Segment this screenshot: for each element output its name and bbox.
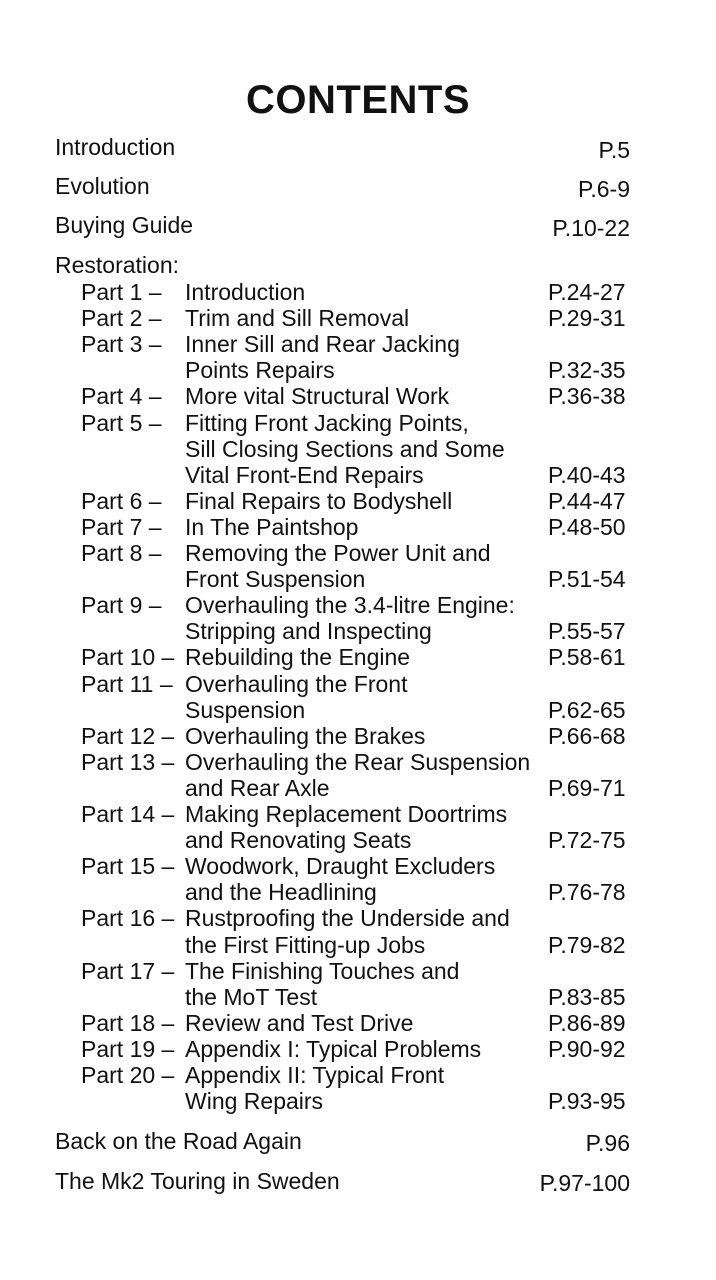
- toc-entry-page: P.10-22: [552, 215, 630, 241]
- part-title-line: Overhauling the Rear Suspension: [185, 748, 531, 775]
- part-title-line: Fitting Front Jacking Points,: [185, 409, 469, 436]
- part-title-line: Making Replacement Doortrims: [185, 801, 508, 827]
- toc-entry-page: P.97-100: [539, 1170, 630, 1196]
- toc-entry-label: Introduction: [55, 134, 176, 160]
- part-title-line: Points Repairs: [185, 357, 335, 384]
- part-number: Part 8 –: [81, 540, 162, 566]
- toc-entry-label: The Mk2 Touring in Sweden: [55, 1168, 340, 1194]
- part-page-ref: P.29-31: [548, 305, 626, 332]
- part-title-line: Review and Test Drive: [185, 1009, 414, 1036]
- part-page-ref: P.55-57: [548, 618, 626, 645]
- part-title-line: Sill Closing Sections and Some: [185, 435, 505, 462]
- part-number: Part 20 –: [81, 1062, 175, 1088]
- part-title-line: the First Fitting-up Jobs: [185, 931, 426, 958]
- part-page-ref: P.51-54: [548, 566, 626, 593]
- part-page-ref: P.90-92: [548, 1035, 626, 1062]
- part-number: Part 18 –: [81, 1009, 175, 1036]
- part-title-line: Rebuilding the Engine: [185, 644, 411, 671]
- part-number: Part 6 –: [81, 487, 162, 514]
- part-number: Part 4 –: [81, 383, 162, 410]
- part-title-line: Trim and Sill Removal: [185, 305, 410, 332]
- part-number: Part 7 –: [81, 513, 162, 540]
- part-title-line: Final Repairs to Bodyshell: [185, 487, 453, 514]
- part-title-line: Removing the Power Unit and: [185, 540, 491, 566]
- part-page-ref: P.40-43: [548, 461, 626, 488]
- part-number: Part 10 –: [81, 644, 175, 671]
- toc-entry-label: Buying Guide: [55, 212, 194, 238]
- toc-entry-page: P.5: [598, 137, 630, 163]
- part-title-line: Suspension: [185, 696, 306, 723]
- toc-entry-page: P.96: [585, 1130, 630, 1156]
- part-page-ref: P.58-61: [548, 644, 626, 671]
- part-title-line: The Finishing Touches and: [185, 957, 460, 984]
- part-page-ref: P.36-38: [548, 383, 626, 410]
- part-number: Part 2 –: [81, 305, 162, 332]
- part-number: Part 19 –: [81, 1035, 175, 1062]
- part-page-ref: P.72-75: [548, 827, 626, 854]
- part-number: Part 12 –: [81, 722, 175, 749]
- part-number: Part 15 –: [81, 853, 175, 880]
- part-title-line: Wing Repairs: [185, 1088, 324, 1115]
- part-number: Part 1 –: [81, 279, 162, 305]
- part-page-ref: P.93-95: [548, 1088, 626, 1115]
- part-title-line: Stripping and Inspecting: [185, 618, 432, 645]
- part-page-ref: P.69-71: [548, 774, 626, 801]
- part-title-line: Appendix II: Typical Front: [185, 1062, 445, 1088]
- part-number: Part 11 –: [81, 670, 173, 697]
- part-number: Part 17 –: [81, 957, 175, 984]
- toc-entry-page: P.6-9: [577, 176, 630, 202]
- part-title-line: More vital Structural Work: [185, 383, 450, 410]
- part-page-ref: P.79-82: [548, 931, 626, 958]
- part-title-line: and Renovating Seats: [185, 827, 412, 854]
- part-title-line: Inner Sill and Rear Jacking: [185, 331, 460, 358]
- part-page-ref: P.62-65: [548, 696, 626, 723]
- part-title-line: Overhauling the Front: [185, 670, 408, 697]
- toc-entry-label: Evolution: [55, 173, 150, 199]
- part-number: Part 16 –: [81, 905, 175, 932]
- part-title-line: Overhauling the 3.4-litre Engine:: [185, 592, 515, 619]
- part-page-ref: P.24-27: [548, 279, 626, 305]
- part-title-line: Rustproofing the Underside and: [185, 905, 510, 932]
- part-title-line: Overhauling the Brakes: [185, 722, 426, 749]
- part-page-ref: P.86-89: [548, 1009, 626, 1036]
- part-page-ref: P.32-35: [548, 357, 626, 384]
- part-title-line: and the Headlining: [185, 879, 377, 906]
- part-number: Part 13 –: [81, 748, 175, 775]
- part-page-ref: P.44-47: [548, 487, 626, 514]
- part-number: Part 14 –: [81, 801, 175, 827]
- part-page-ref: P.83-85: [548, 983, 626, 1010]
- part-title-line: Front Suspension: [185, 566, 366, 593]
- part-page-ref: P.76-78: [548, 879, 626, 906]
- part-number: Part 5 –: [81, 409, 162, 436]
- part-title-line: and Rear Axle: [185, 774, 330, 801]
- part-title-line: Introduction: [185, 279, 306, 305]
- part-title-line: In The Paintshop: [185, 513, 359, 540]
- page-title: CONTENTS: [246, 78, 470, 122]
- part-number: Part 3 –: [81, 331, 162, 358]
- part-title-line: the MoT Test: [185, 983, 318, 1010]
- part-title-line: Woodwork, Draught Excluders: [185, 853, 496, 880]
- part-page-ref: P.48-50: [548, 513, 626, 540]
- part-page-ref: P.66-68: [548, 722, 626, 749]
- part-number: Part 9 –: [81, 592, 162, 619]
- toc-entry-label: Back on the Road Again: [55, 1128, 302, 1154]
- restoration-heading: Restoration:: [55, 252, 180, 278]
- part-title-line: Vital Front-End Repairs: [185, 461, 424, 488]
- part-title-line: Appendix I: Typical Problems: [185, 1035, 482, 1062]
